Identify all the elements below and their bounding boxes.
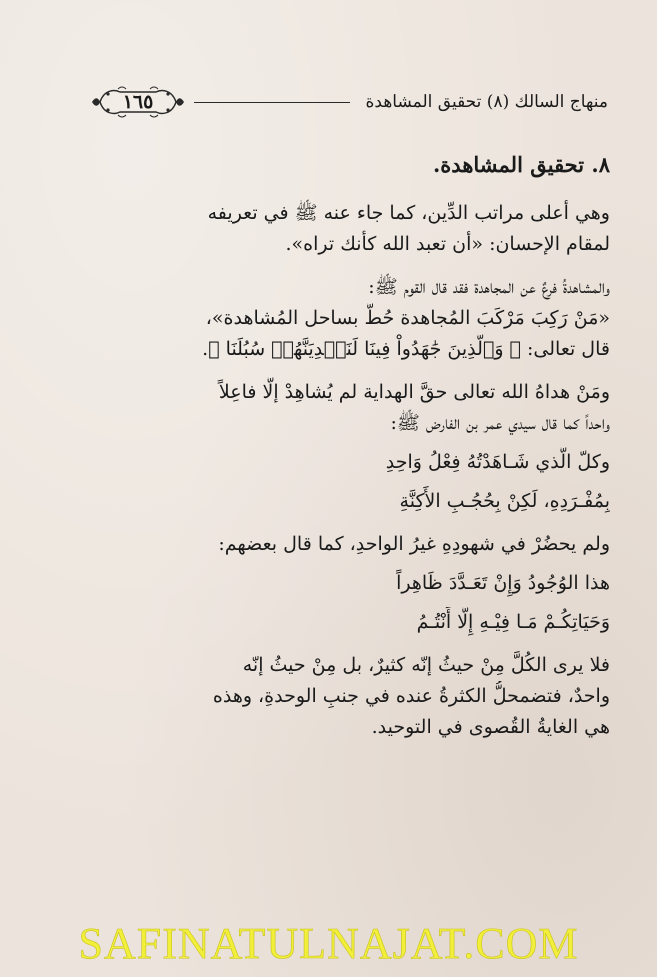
- page-number: ١٦٥: [122, 91, 154, 113]
- text-line: فلا يرى الكُلَّ مِنْ حيثُ إنّه كثيرٌ، بل مِنْ حيثُ إنّه: [242, 654, 610, 676]
- poem-verse: بِمُفْـرَدِهِ، لَكِنْ بِحُجُـبِ الأَكِنَّةِ: [399, 490, 610, 512]
- page-body: [38, 150, 610, 743]
- text-line: «مَنْ رَكِبَ مَرْكَبَ المُجاهدة حُطَّ بساحل المُشاهدة»،: [205, 307, 610, 329]
- paragraph-definition: [38, 198, 610, 260]
- site-watermark: SAFINATULNAJAT.COM: [78, 919, 579, 968]
- page-header: [88, 82, 608, 122]
- poem-verse: وكلّ الَّذي شَـاهَدْتُهُ فِعْلُ وَاحِدِ: [385, 451, 610, 473]
- paragraph-shuhud: [38, 529, 610, 560]
- header-rule: [194, 102, 350, 103]
- poem-verse: وَحَيَاتِكُـمْ مَـا فِيْـهِ إِلَّا أَنْتُـمُ: [416, 611, 610, 633]
- poem-wujud: [38, 568, 610, 638]
- text-line: لمقام الإحسان: «أن تعبد الله كأنك تراه».: [285, 233, 610, 255]
- page-number-ornament: [88, 84, 188, 120]
- text-line: والمشاهدةُ فرعٌ عن المجاهدة فقد قال القوم ﷺ:: [368, 276, 610, 298]
- poem-ibn-al-farid: [38, 447, 610, 517]
- text-line: وهي أعلى مراتب الدِّين، كما جاء عنه ﷺ في تعريفه: [207, 202, 610, 224]
- paragraph-tawhid: [38, 650, 610, 743]
- text-line: ومَنْ هداهُ الله تعالى حقَّ الهداية لم يُشاهِدْ إلَّا فاعِلاً: [218, 381, 610, 403]
- text-line: واحداً كما قال سيدي عمر بن الفارض ﷺ:: [390, 412, 610, 434]
- running-title: منهاج السالك (٨) تحقيق المشاهدة: [365, 92, 608, 112]
- paragraph-hidaya: [38, 377, 610, 439]
- quran-verse-line: قال تعالى: ﴿ وَٱلَّذِينَ جَٰهَدُواْ فِينَا لَنَهۡدِيَنَّهُمۡ سُبُلَنَا ﴾.: [202, 338, 610, 360]
- paragraph-mujahada: [38, 272, 610, 365]
- text-line: واحدٌ، فتضمحلُّ الكثرةُ عنده في جنبِ الوحدةِ، وهذه: [212, 685, 610, 707]
- text-line: ولم يحضُرْ في شهودِهِ غيرُ الواحدِ، كما قال بعضهم:: [218, 533, 610, 555]
- poem-verse: هذا الوُجُودُ وَإِنْ تَعَـدَّدَ ظَاهِراً: [396, 572, 610, 594]
- text-line: هي الغايةُ القُصوى في التوحيد.: [371, 716, 610, 738]
- section-heading: ٨. تحقيق المشاهدة.: [432, 152, 610, 177]
